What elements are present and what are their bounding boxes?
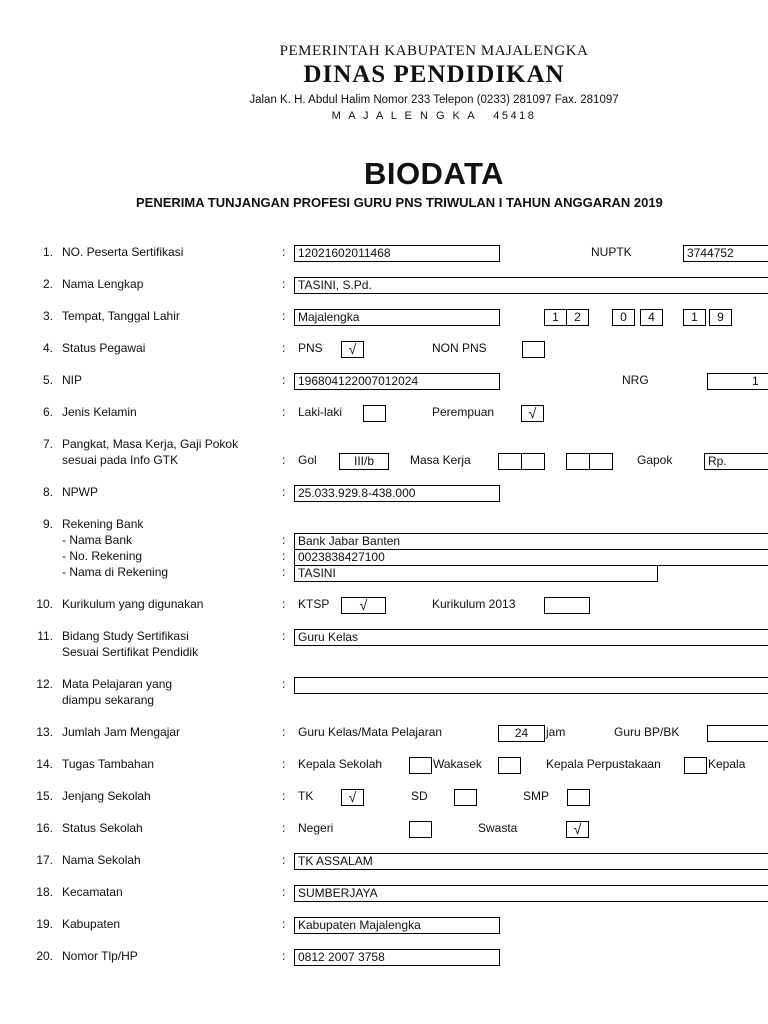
current-subject-field[interactable] [294, 677, 768, 694]
row-19-number: 19. [36, 917, 53, 931]
row-14-label: Tugas Tambahan [62, 757, 155, 771]
row-13-number: 13. [36, 725, 53, 739]
page-title: BIODATA [363, 156, 505, 191]
ktsp-checkbox[interactable]: √ [341, 597, 386, 614]
row-2-number: 2. [42, 277, 53, 291]
row-16-label: Status Sekolah [62, 821, 143, 835]
certification-field-of-study[interactable]: Guru Kelas [294, 629, 768, 646]
row-17-colon: : [282, 853, 286, 867]
account-number-colon: : [282, 549, 286, 563]
row-20-colon: : [282, 949, 286, 963]
row-7-label-line1: Pangkat, Masa Kerja, Gaji Pokok [62, 437, 239, 451]
gapok-label: Gapok [637, 453, 673, 467]
phone-field[interactable]: 0812 2007 3758 [294, 949, 500, 966]
bank-name-colon: : [282, 533, 286, 547]
nuptk-field[interactable]: 3744752 [683, 245, 768, 262]
certification-number-field[interactable]: 12021602011468 [294, 245, 500, 262]
teaching-hours-field[interactable]: 24 [498, 725, 545, 742]
private-school-checkbox[interactable]: √ [566, 821, 589, 838]
smp-label: SMP [523, 789, 550, 803]
gapok-field[interactable]: Rp. [704, 453, 768, 470]
row-5-label: NIP [62, 373, 83, 387]
row-16-colon: : [282, 821, 286, 835]
account-holder-field[interactable]: TASINI [294, 565, 658, 582]
row-12-colon: : [282, 677, 286, 691]
header-department: DINAS PENDIDIKAN [303, 61, 565, 88]
kurikulum-2013-checkbox[interactable] [544, 597, 590, 614]
row-14-colon: : [282, 757, 286, 771]
non-pns-checkbox[interactable] [522, 341, 545, 358]
row-4-colon: : [282, 341, 286, 355]
bank-name-label: - Nama Bank [62, 533, 133, 547]
row-15-label: Jenjang Sekolah [62, 789, 151, 803]
header-government: PEMERINTAH KABUPATEN MAJALENGKA [279, 43, 589, 59]
birth-month-digit-1[interactable]: 0 [612, 309, 635, 326]
row-16-number: 16. [36, 821, 53, 835]
nuptk-label: NUPTK [591, 245, 632, 259]
gol-field[interactable]: III/b [339, 453, 389, 470]
row-6-colon: : [282, 405, 286, 419]
librarian-head-label: Kepala Perpustakaan [546, 757, 661, 771]
birth-day-digit-2[interactable]: 2 [566, 309, 589, 326]
row-20-label: Nomor Tlp/HP [62, 949, 138, 963]
public-school-checkbox[interactable] [409, 821, 432, 838]
row-18-colon: : [282, 885, 286, 899]
row-18-number: 18. [36, 885, 53, 899]
ktsp-label: KTSP [298, 597, 330, 611]
row-3-colon: : [282, 309, 286, 323]
row-8-label: NPWP [62, 485, 98, 499]
district-field[interactable]: SUMBERJAYA [294, 885, 768, 902]
row-15-number: 15. [36, 789, 53, 803]
row-4-label: Status Pegawai [62, 341, 146, 355]
row-12-label-line1: Mata Pelajaran yang [62, 677, 173, 691]
row-8-number: 8. [42, 485, 53, 499]
row-3-number: 3. [42, 309, 53, 323]
nip-field[interactable]: 196804122007012024 [294, 373, 500, 390]
private-school-label: Swasta [478, 821, 518, 835]
row-10-number: 10. [36, 597, 53, 611]
row-6-label: Jenis Kelamin [62, 405, 137, 419]
row-17-number: 17. [36, 853, 53, 867]
pns-label: PNS [298, 341, 323, 355]
smp-checkbox[interactable] [567, 789, 590, 806]
birth-year-digit-1[interactable]: 1 [683, 309, 706, 326]
row-20-number: 20. [36, 949, 53, 963]
pns-checkbox[interactable]: √ [341, 341, 364, 358]
other-head-label: Kepala [708, 757, 746, 771]
masa-kerja-label: Masa Kerja [410, 453, 471, 467]
teacher-hours-label: Guru Kelas/Mata Pelajaran [298, 725, 443, 739]
public-school-label: Negeri [298, 821, 334, 835]
row-6-number: 6. [42, 405, 53, 419]
gol-label: Gol [298, 453, 317, 467]
male-checkbox[interactable] [363, 405, 386, 422]
row-9-number: 9. [42, 517, 53, 531]
row-13-colon: : [282, 725, 286, 739]
hours-unit-label: jam [546, 725, 566, 739]
row-2-colon: : [282, 277, 286, 291]
birth-year-digit-2[interactable]: 9 [709, 309, 732, 326]
row-5-number: 5. [42, 373, 53, 387]
nrg-label: NRG [622, 373, 649, 387]
row-1-colon: : [282, 245, 286, 259]
row-15-colon: : [282, 789, 286, 803]
sd-checkbox[interactable] [454, 789, 477, 806]
row-3-label: Tempat, Tanggal Lahir [62, 309, 180, 323]
row-4-number: 4. [42, 341, 53, 355]
vice-principal-checkbox[interactable] [498, 757, 521, 774]
row-11-number: 11. [37, 629, 53, 643]
masa-kerja-year-1[interactable] [498, 453, 522, 470]
row-7-colon: : [282, 453, 286, 467]
masa-kerja-year-2[interactable] [521, 453, 545, 470]
principal-checkbox[interactable] [409, 757, 432, 774]
tk-checkbox[interactable]: √ [341, 789, 364, 806]
birth-month-digit-2[interactable]: 4 [640, 309, 663, 326]
account-number-field[interactable]: 0023838427100 [294, 549, 768, 566]
row-9-label: Rekening Bank [62, 517, 144, 531]
account-number-label: - No. Rekening [62, 549, 143, 563]
row-18-label: Kecamatan [62, 885, 123, 899]
birthplace-field[interactable]: Majalengka [294, 309, 500, 326]
row-1-label: NO. Peserta Sertifikasi [62, 245, 184, 259]
nrg-field[interactable]: 1 [707, 373, 768, 390]
sd-label: SD [411, 789, 428, 803]
header-city: M A J A L E N G K A 45418 [331, 110, 537, 122]
counselor-hours-label: Guru BP/BK [614, 725, 680, 739]
row-11-colon: : [282, 629, 286, 643]
female-checkbox[interactable]: √ [521, 405, 544, 422]
tk-label: TK [298, 789, 314, 803]
row-5-colon: : [282, 373, 286, 387]
row-1-number: 1. [42, 245, 53, 259]
row-14-number: 14. [36, 757, 53, 771]
kurikulum-2013-label: Kurikulum 2013 [432, 597, 516, 611]
row-12-number: 12. [36, 677, 53, 691]
male-label: Laki-laki [298, 405, 343, 419]
row-10-colon: : [282, 597, 286, 611]
regency-field[interactable]: Kabupaten Majalengka [294, 917, 500, 934]
row-11-label-line2: Sesuai Sertifikat Pendidik [62, 645, 199, 659]
vice-principal-label: Wakasek [433, 757, 482, 771]
school-name-field[interactable]: TK ASSALAM [294, 853, 768, 870]
librarian-head-checkbox[interactable] [684, 757, 707, 774]
row-2-label: Nama Lengkap [62, 277, 144, 291]
masa-kerja-month-1[interactable] [566, 453, 590, 470]
row-19-colon: : [282, 917, 286, 931]
bank-name-field[interactable]: Bank Jabar Banten [294, 533, 768, 550]
birth-day-digit-1[interactable]: 1 [544, 309, 567, 326]
row-13-label: Jumlah Jam Mengajar [62, 725, 181, 739]
account-holder-colon: : [282, 565, 286, 579]
principal-label: Kepala Sekolah [298, 757, 383, 771]
page-subtitle: PENERIMA TUNJANGAN PROFESI GURU PNS TRIWULAN I TAHUN ANGGARAN 2019 [136, 195, 663, 210]
row-12-label-line2: diampu sekarang [62, 693, 155, 707]
header-address: Jalan K. H. Abdul Halim Nomor 233 Telepon (0233) 281097 Fax. 281097 [249, 94, 619, 106]
row-7-label-line2: sesuai pada Info GTK [62, 453, 179, 467]
row-11-label-line1: Bidang Study Sertifikasi [62, 629, 189, 643]
row-10-label: Kurikulum yang digunakan [62, 597, 204, 611]
female-label: Perempuan [432, 405, 495, 419]
counselor-hours-field[interactable] [707, 725, 768, 742]
masa-kerja-month-2[interactable] [589, 453, 613, 470]
account-holder-label: - Nama di Rekening [62, 565, 169, 579]
npwp-field[interactable]: 25.033.929.8-438.000 [294, 485, 500, 502]
row-8-colon: : [282, 485, 286, 499]
row-17-label: Nama Sekolah [62, 853, 141, 867]
full-name-field[interactable]: TASINI, S.Pd. [294, 277, 768, 294]
non-pns-label: NON PNS [432, 341, 487, 355]
row-19-label: Kabupaten [62, 917, 121, 931]
row-7-number: 7. [42, 437, 53, 451]
